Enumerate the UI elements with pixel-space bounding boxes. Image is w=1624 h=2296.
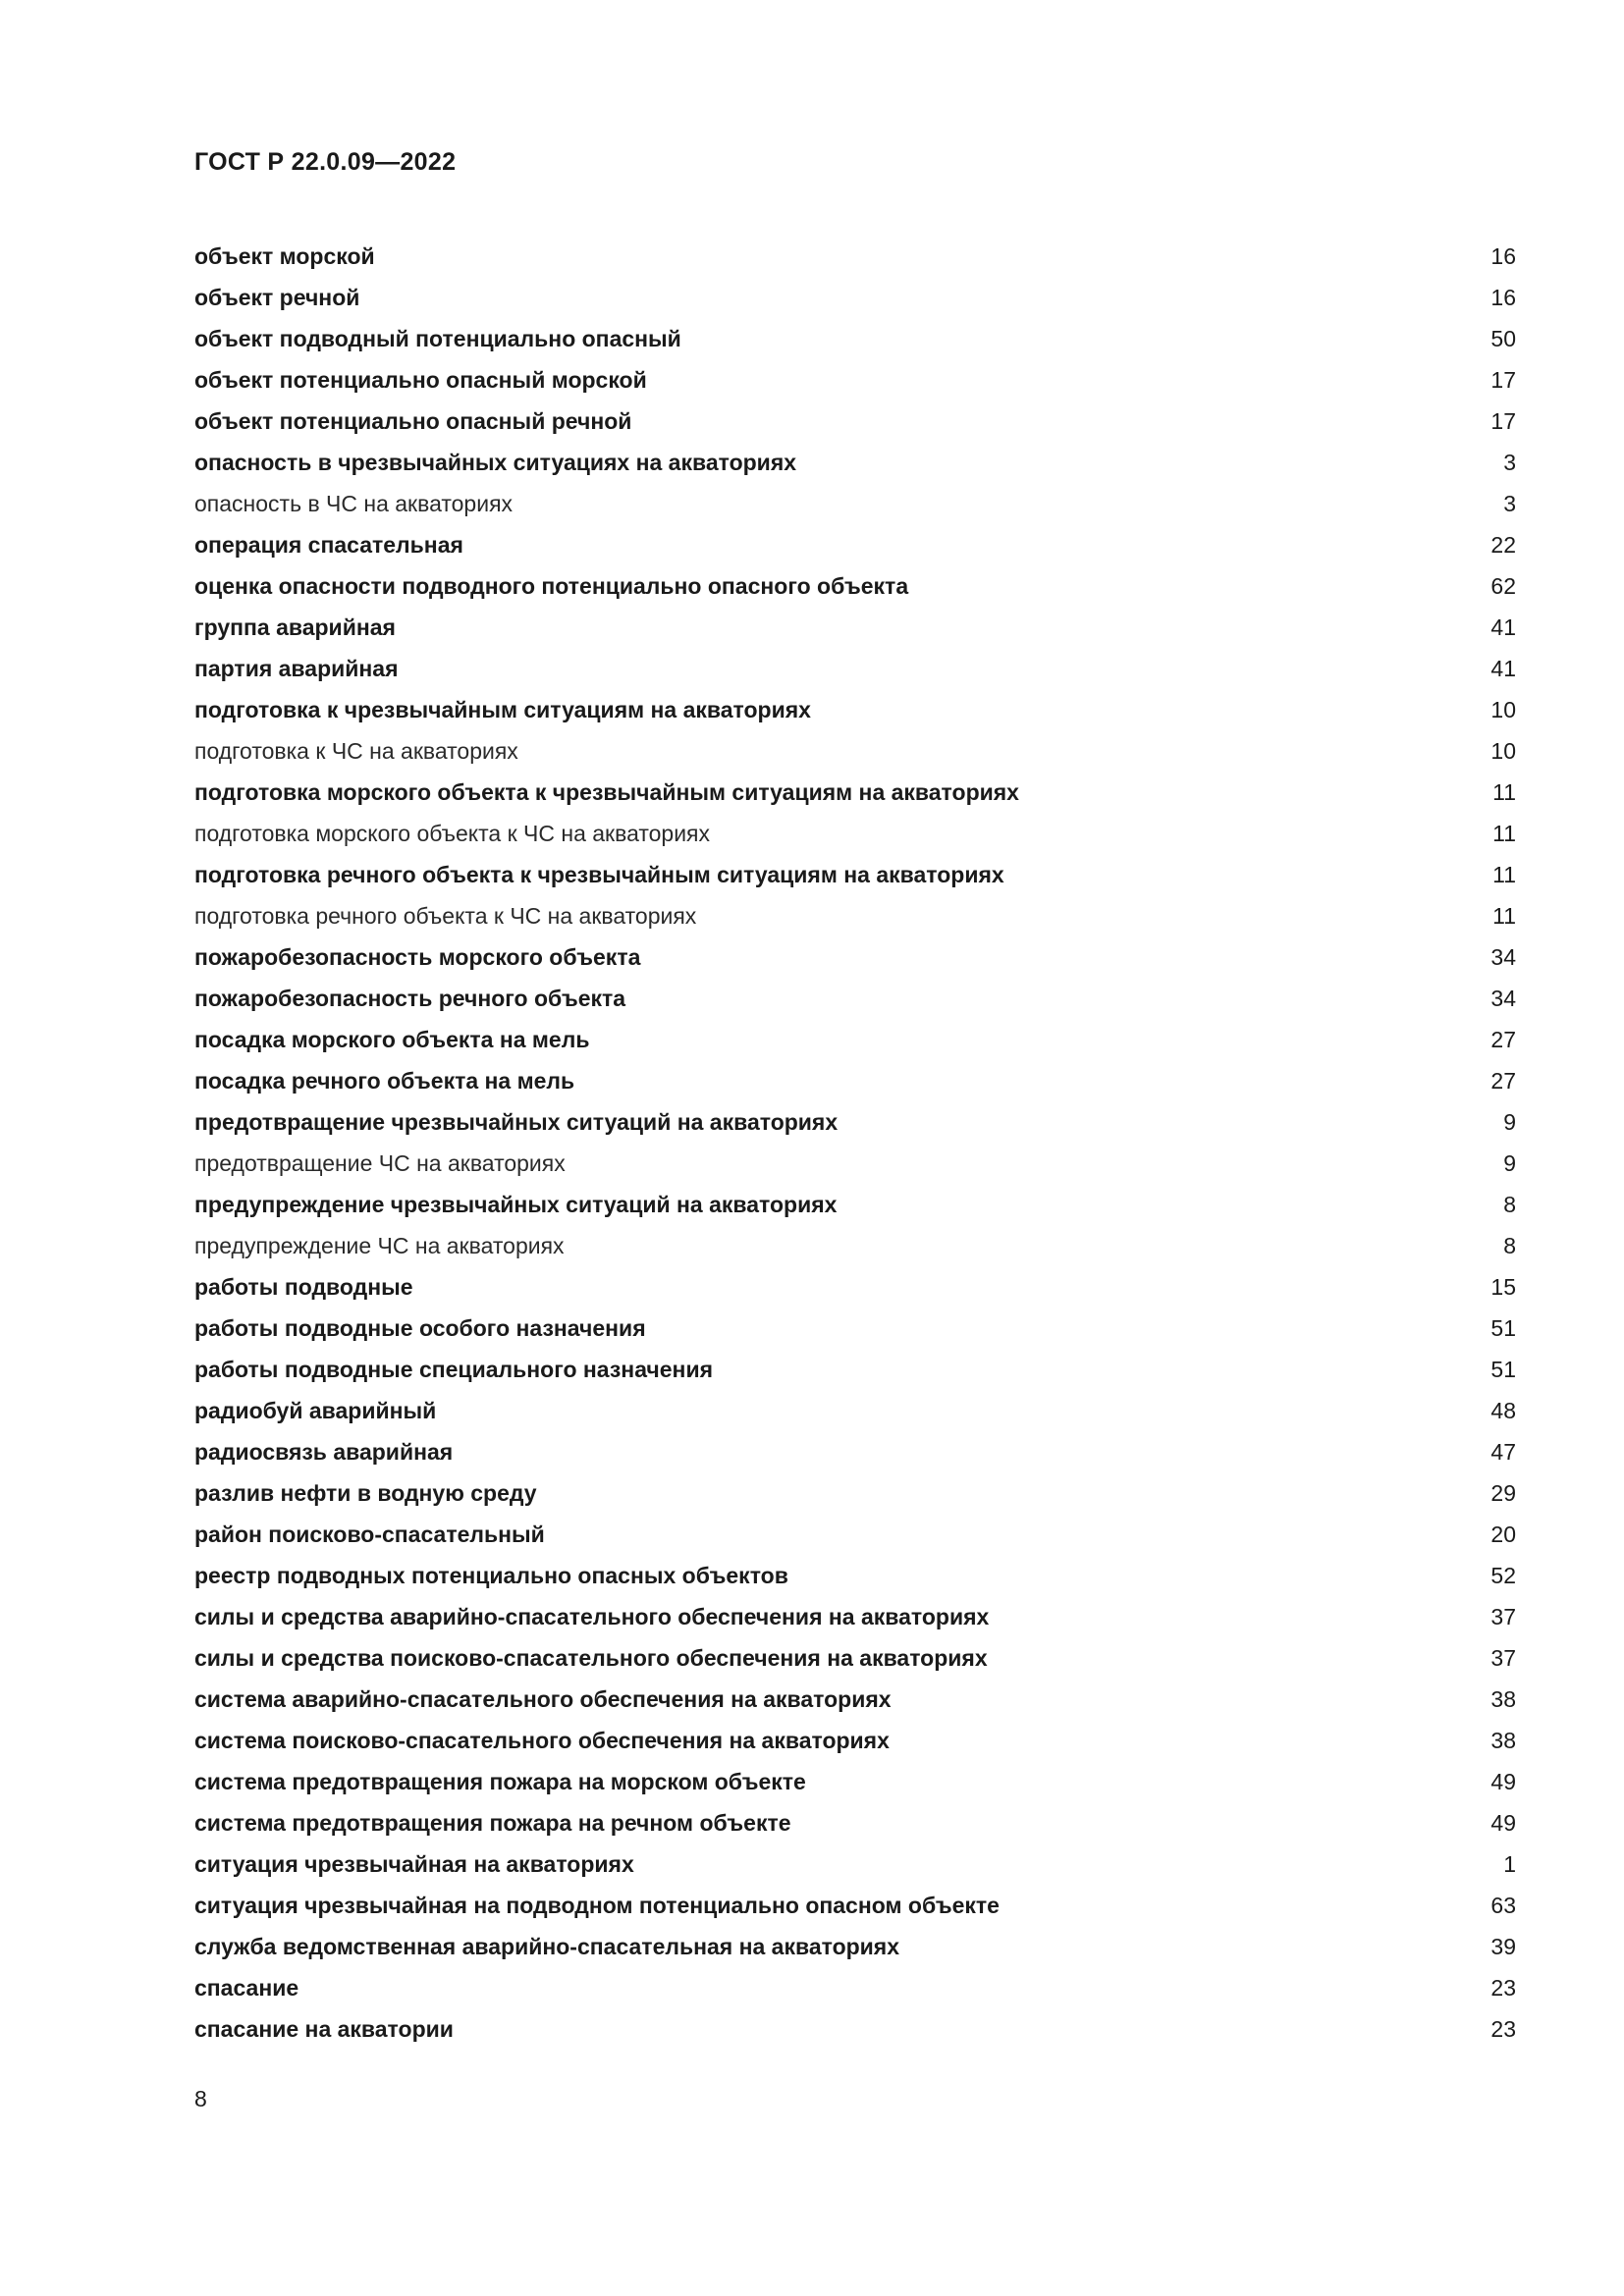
index-page-ref: 34 [1490, 944, 1516, 970]
index-entry [194, 2008, 1516, 2050]
index-entry [194, 1472, 1516, 1514]
index-term: работы подводные [194, 1274, 413, 1300]
index-page-ref: 49 [1490, 1769, 1516, 1794]
index-page-ref: 41 [1490, 656, 1516, 681]
index-entry [194, 1514, 1516, 1555]
index-entry [194, 854, 1516, 895]
index-term: реестр подводных потенциально опасных объектов [194, 1563, 788, 1588]
index-term: объект потенциально опасный речной [194, 408, 632, 434]
index-entry [194, 524, 1516, 565]
index-page-ref: 27 [1490, 1068, 1516, 1094]
index-entry [194, 565, 1516, 607]
index-page-ref: 8 [1503, 1192, 1516, 1217]
index-term: объект речной [194, 285, 360, 310]
index-entry [194, 1390, 1516, 1431]
index-term: пожаробезопасность морского объекта [194, 944, 641, 970]
index-page-ref: 20 [1490, 1522, 1516, 1547]
index-page-ref: 62 [1490, 573, 1516, 599]
index-term: система поисково-спасательного обеспечения на акваториях [194, 1728, 890, 1753]
index-page-ref: 41 [1490, 614, 1516, 640]
index-page-ref: 1 [1503, 1851, 1516, 1877]
index-term: предотвращение ЧС на акваториях [194, 1150, 566, 1176]
document-header: ГОСТ Р 22.0.09—2022 [194, 148, 457, 176]
index-page-ref: 16 [1490, 285, 1516, 310]
index-term: группа аварийная [194, 614, 396, 640]
index-entry [194, 689, 1516, 730]
index-page-ref: 51 [1490, 1357, 1516, 1382]
index-entry [194, 1720, 1516, 1761]
index-term: подготовка морского объекта к ЧС на акваториях [194, 821, 711, 846]
page-number: 8 [194, 2086, 207, 2111]
index-page-ref: 17 [1490, 367, 1516, 393]
index-entry [194, 1101, 1516, 1143]
index-page-ref: 15 [1490, 1274, 1516, 1300]
index-page-ref: 38 [1490, 1728, 1516, 1753]
index-term: операция спасательная [194, 532, 463, 558]
index-page-ref: 34 [1490, 986, 1516, 1011]
index-entry [194, 648, 1516, 689]
index-page-ref: 11 [1492, 779, 1516, 805]
index-term: служба ведомственная аварийно-спасательная на акваториях [194, 1934, 900, 1959]
index-page-ref: 11 [1492, 903, 1516, 929]
index-term: спасание [194, 1975, 299, 2001]
index-entry [194, 1431, 1516, 1472]
index-page-ref: 10 [1490, 697, 1516, 722]
index-page-ref: 8 [1503, 1233, 1516, 1258]
index-page-ref: 23 [1490, 1975, 1516, 2001]
index-term: силы и средства поисково-спасательного обеспечения на акваториях [194, 1645, 988, 1671]
index-entry [194, 1143, 1516, 1184]
index-term: предотвращение чрезвычайных ситуаций на акваториях [194, 1109, 839, 1135]
index-page-ref: 47 [1490, 1439, 1516, 1465]
index-term: спасание на акватории [194, 2016, 454, 2042]
index-entry [194, 1308, 1516, 1349]
index-entry [194, 483, 1516, 524]
index-entry [194, 1761, 1516, 1802]
index-term: оценка опасности подводного потенциально опасного объекта [194, 573, 909, 599]
index-entry [194, 277, 1516, 318]
index-entry [194, 442, 1516, 483]
index-entry [194, 1843, 1516, 1885]
index-page-ref: 39 [1490, 1934, 1516, 1959]
index-page-ref: 50 [1490, 326, 1516, 351]
index-entry [194, 730, 1516, 772]
index-term: район поисково-спасательный [194, 1522, 545, 1547]
index-entry [194, 813, 1516, 854]
index-entry [194, 400, 1516, 442]
index-entry [194, 1596, 1516, 1637]
index-page-ref: 51 [1490, 1315, 1516, 1341]
index-page-ref: 63 [1490, 1893, 1516, 1918]
index-page-ref: 17 [1490, 408, 1516, 434]
index-entry [194, 236, 1516, 277]
index-entry [194, 607, 1516, 648]
index-entry [194, 1225, 1516, 1266]
index-term: посадка морского объекта на мель [194, 1027, 590, 1052]
index-term: система предотвращения пожара на речном объекте [194, 1810, 791, 1836]
index-page-ref: 49 [1490, 1810, 1516, 1836]
index-page-ref: 3 [1503, 450, 1516, 475]
index-term: подготовка речного объекта к ЧС на акваториях [194, 903, 697, 929]
index-page-ref: 9 [1503, 1150, 1516, 1176]
index-entry [194, 1349, 1516, 1390]
index-entry [194, 318, 1516, 359]
index-page-ref: 37 [1490, 1645, 1516, 1671]
index-term: объект подводный потенциально опасный [194, 326, 681, 351]
index-term: объект морской [194, 243, 375, 269]
index-term: подготовка речного объекта к чрезвычайным ситуациям на акваториях [194, 862, 1004, 887]
index-page-ref: 10 [1490, 738, 1516, 764]
index-page-ref: 9 [1503, 1109, 1516, 1135]
index-term: работы подводные особого назначения [194, 1315, 646, 1341]
index-term: предупреждение чрезвычайных ситуаций на акваториях [194, 1192, 838, 1217]
index-term: пожаробезопасность речного объекта [194, 986, 626, 1011]
index-term: предупреждение ЧС на акваториях [194, 1233, 565, 1258]
index-page-ref: 27 [1490, 1027, 1516, 1052]
index-page-ref: 29 [1490, 1480, 1516, 1506]
index-term: разлив нефти в водную среду [194, 1480, 537, 1506]
index-page-ref: 37 [1490, 1604, 1516, 1629]
index-entry [194, 895, 1516, 936]
index-term: работы подводные специального назначения [194, 1357, 714, 1382]
index-entry [194, 359, 1516, 400]
index-entry [194, 1266, 1516, 1308]
index-entry [194, 1555, 1516, 1596]
index-entry [194, 1926, 1516, 1967]
index-page-ref: 16 [1490, 243, 1516, 269]
index-entry [194, 772, 1516, 813]
index-entry [194, 1019, 1516, 1060]
index-entry [194, 1184, 1516, 1225]
index-term: ситуация чрезвычайная на акваториях [194, 1851, 634, 1877]
index-term: подготовка к чрезвычайным ситуациям на акваториях [194, 697, 811, 722]
index-term: подготовка к ЧС на акваториях [194, 738, 518, 764]
index-entry [194, 1060, 1516, 1101]
index-entry [194, 1679, 1516, 1720]
index-entry [194, 1967, 1516, 2008]
index-term: подготовка морского объекта к чрезвычайным ситуациям на акваториях [194, 779, 1019, 805]
index-entry [194, 1885, 1516, 1926]
index-term: радиосвязь аварийная [194, 1439, 454, 1465]
index-page-ref: 11 [1492, 821, 1516, 846]
index-entry [194, 936, 1516, 978]
index-page-ref: 48 [1490, 1398, 1516, 1423]
index-page-ref: 22 [1490, 532, 1516, 558]
index-page-ref: 23 [1490, 2016, 1516, 2042]
index-term: ситуация чрезвычайная на подводном потенциально опасном объекте [194, 1893, 1000, 1918]
index-entry [194, 1802, 1516, 1843]
index-term: система предотвращения пожара на морском объекте [194, 1769, 806, 1794]
index-page-ref: 11 [1492, 862, 1516, 887]
index-term: опасность в ЧС на акваториях [194, 491, 514, 516]
index-term: силы и средства аварийно-спасательного обеспечения на акваториях [194, 1604, 990, 1629]
index-page-ref: 3 [1503, 491, 1516, 516]
index-term: опасность в чрезвычайных ситуациях на акваториях [194, 450, 797, 475]
index-term: посадка речного объекта на мель [194, 1068, 575, 1094]
index-term: партия аварийная [194, 656, 399, 681]
index-term: система аварийно-спасательного обеспечения на акваториях [194, 1686, 892, 1712]
index-entry [194, 1637, 1516, 1679]
index-term: объект потенциально опасный морской [194, 367, 647, 393]
index-page-ref: 38 [1490, 1686, 1516, 1712]
index-page-ref: 52 [1490, 1563, 1516, 1588]
index-entry [194, 978, 1516, 1019]
alphabetical-index [194, 236, 1516, 2050]
index-term: радиобуй аварийный [194, 1398, 437, 1423]
